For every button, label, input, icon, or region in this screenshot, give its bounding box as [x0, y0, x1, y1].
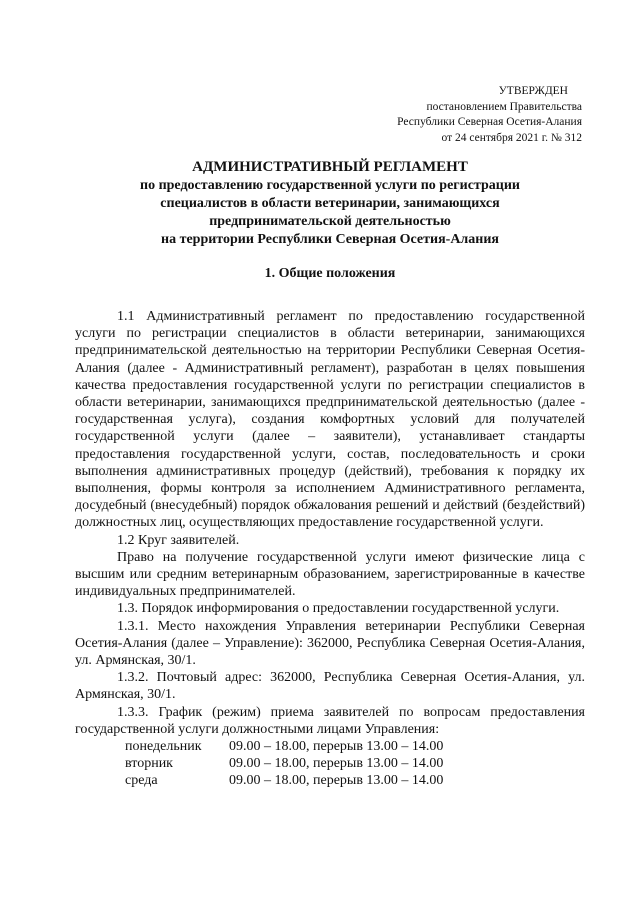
document-title-line: предпринимательской деятельностью: [209, 214, 451, 229]
paragraph-1-3-3: 1.3.3. График (режим) приема заявителей по вопросам предоставления государственной услуги должностными лицами Управления:: [75, 704, 585, 737]
document-title-line: специалистов в области ветеринарии, занимающихся: [160, 196, 500, 211]
schedule-hours: 09.00 – 18.00, перерыв 13.00 – 14.00: [229, 773, 444, 789]
schedule-row: [125, 755, 585, 772]
schedule-day: вторник: [125, 756, 173, 772]
schedule-row: [125, 738, 585, 755]
approval-line: Республики Северная Осетия-Алания: [397, 116, 582, 128]
section-heading: 1. Общие положения: [264, 266, 396, 281]
approval-stamp: [397, 84, 582, 146]
document-title-line: на территории Республики Северная Осетия-Алания: [161, 232, 499, 247]
paragraph-1-2: 1.2 Круг заявителей.: [117, 532, 240, 548]
schedule-row: [125, 772, 585, 789]
schedule-hours: 09.00 – 18.00, перерыв 13.00 – 14.00: [229, 756, 444, 772]
paragraph-1-3-1: 1.3.1. Место нахождения Управления ветеринарии Республики Северная Осетия-Алания (далее – Управление): 362000, Республика Северная Осетия-Алания, ул. Армянская, 30/1.: [75, 618, 585, 669]
schedule-day: понедельник: [125, 739, 202, 755]
paragraph-1-3-2: 1.3.2. Почтовый адрес: 362000, Республика Северная Осетия-Алания, ул. Армянская, 30/1.: [75, 670, 585, 703]
document-body: [75, 308, 585, 790]
document-title-main: АДМИНИСТРАТИВНЫЙ РЕГЛАМЕНТ: [192, 159, 468, 175]
approval-line: постановлением Правительства: [426, 100, 582, 113]
paragraph-1-1: 1.1 Административный регламент по предоставлению государственной услуги по регистрации специалистов в области ветеринарии, занимающихся предпринимательской деятельностью на территории Республики Северная Осетия-Алания (далее - Административный регламент), разработан в целях повышения качества предоставления государственной услуги по регистрации специалистов в области ветеринарии, занимающихся предпринимательской деятельностью (далее - государственная услуга), создания комфортных условий для получателей государственной услуги (далее – заявители), устанавливает стандарты предоставления государственной услуги, состав, последовательность и сроки выполнения административных процедур (действий), требования к порядку их выполнения, формы контроля за исполнением Административного регламента, досудебный (внесудебный) порядок обжалования решений и действий (бездействий) должностных лиц, осуществляющих предоставление государственной услуги.: [75, 309, 585, 531]
approval-line: УТВЕРЖДЕН: [498, 85, 568, 97]
schedule-table: [125, 738, 585, 790]
schedule-day: среда: [125, 773, 158, 789]
paragraph-1-3: 1.3. Порядок информирования о предоставлении государственной услуги.: [117, 601, 560, 617]
schedule-hours: 09.00 – 18.00, перерыв 13.00 – 14.00: [229, 739, 444, 755]
approval-line: от 24 сентября 2021 г. № 312: [441, 131, 582, 144]
paragraph-1-2-text: Право на получение государственной услуги имеют физические лица с высшим или средним ветеринарным образованием, зарегистрированные в качестве индивидуальных предпринимателей.: [75, 549, 585, 600]
document-title-line: по предоставлению государственной услуги по регистрации: [140, 178, 520, 193]
document-title: [75, 157, 585, 249]
